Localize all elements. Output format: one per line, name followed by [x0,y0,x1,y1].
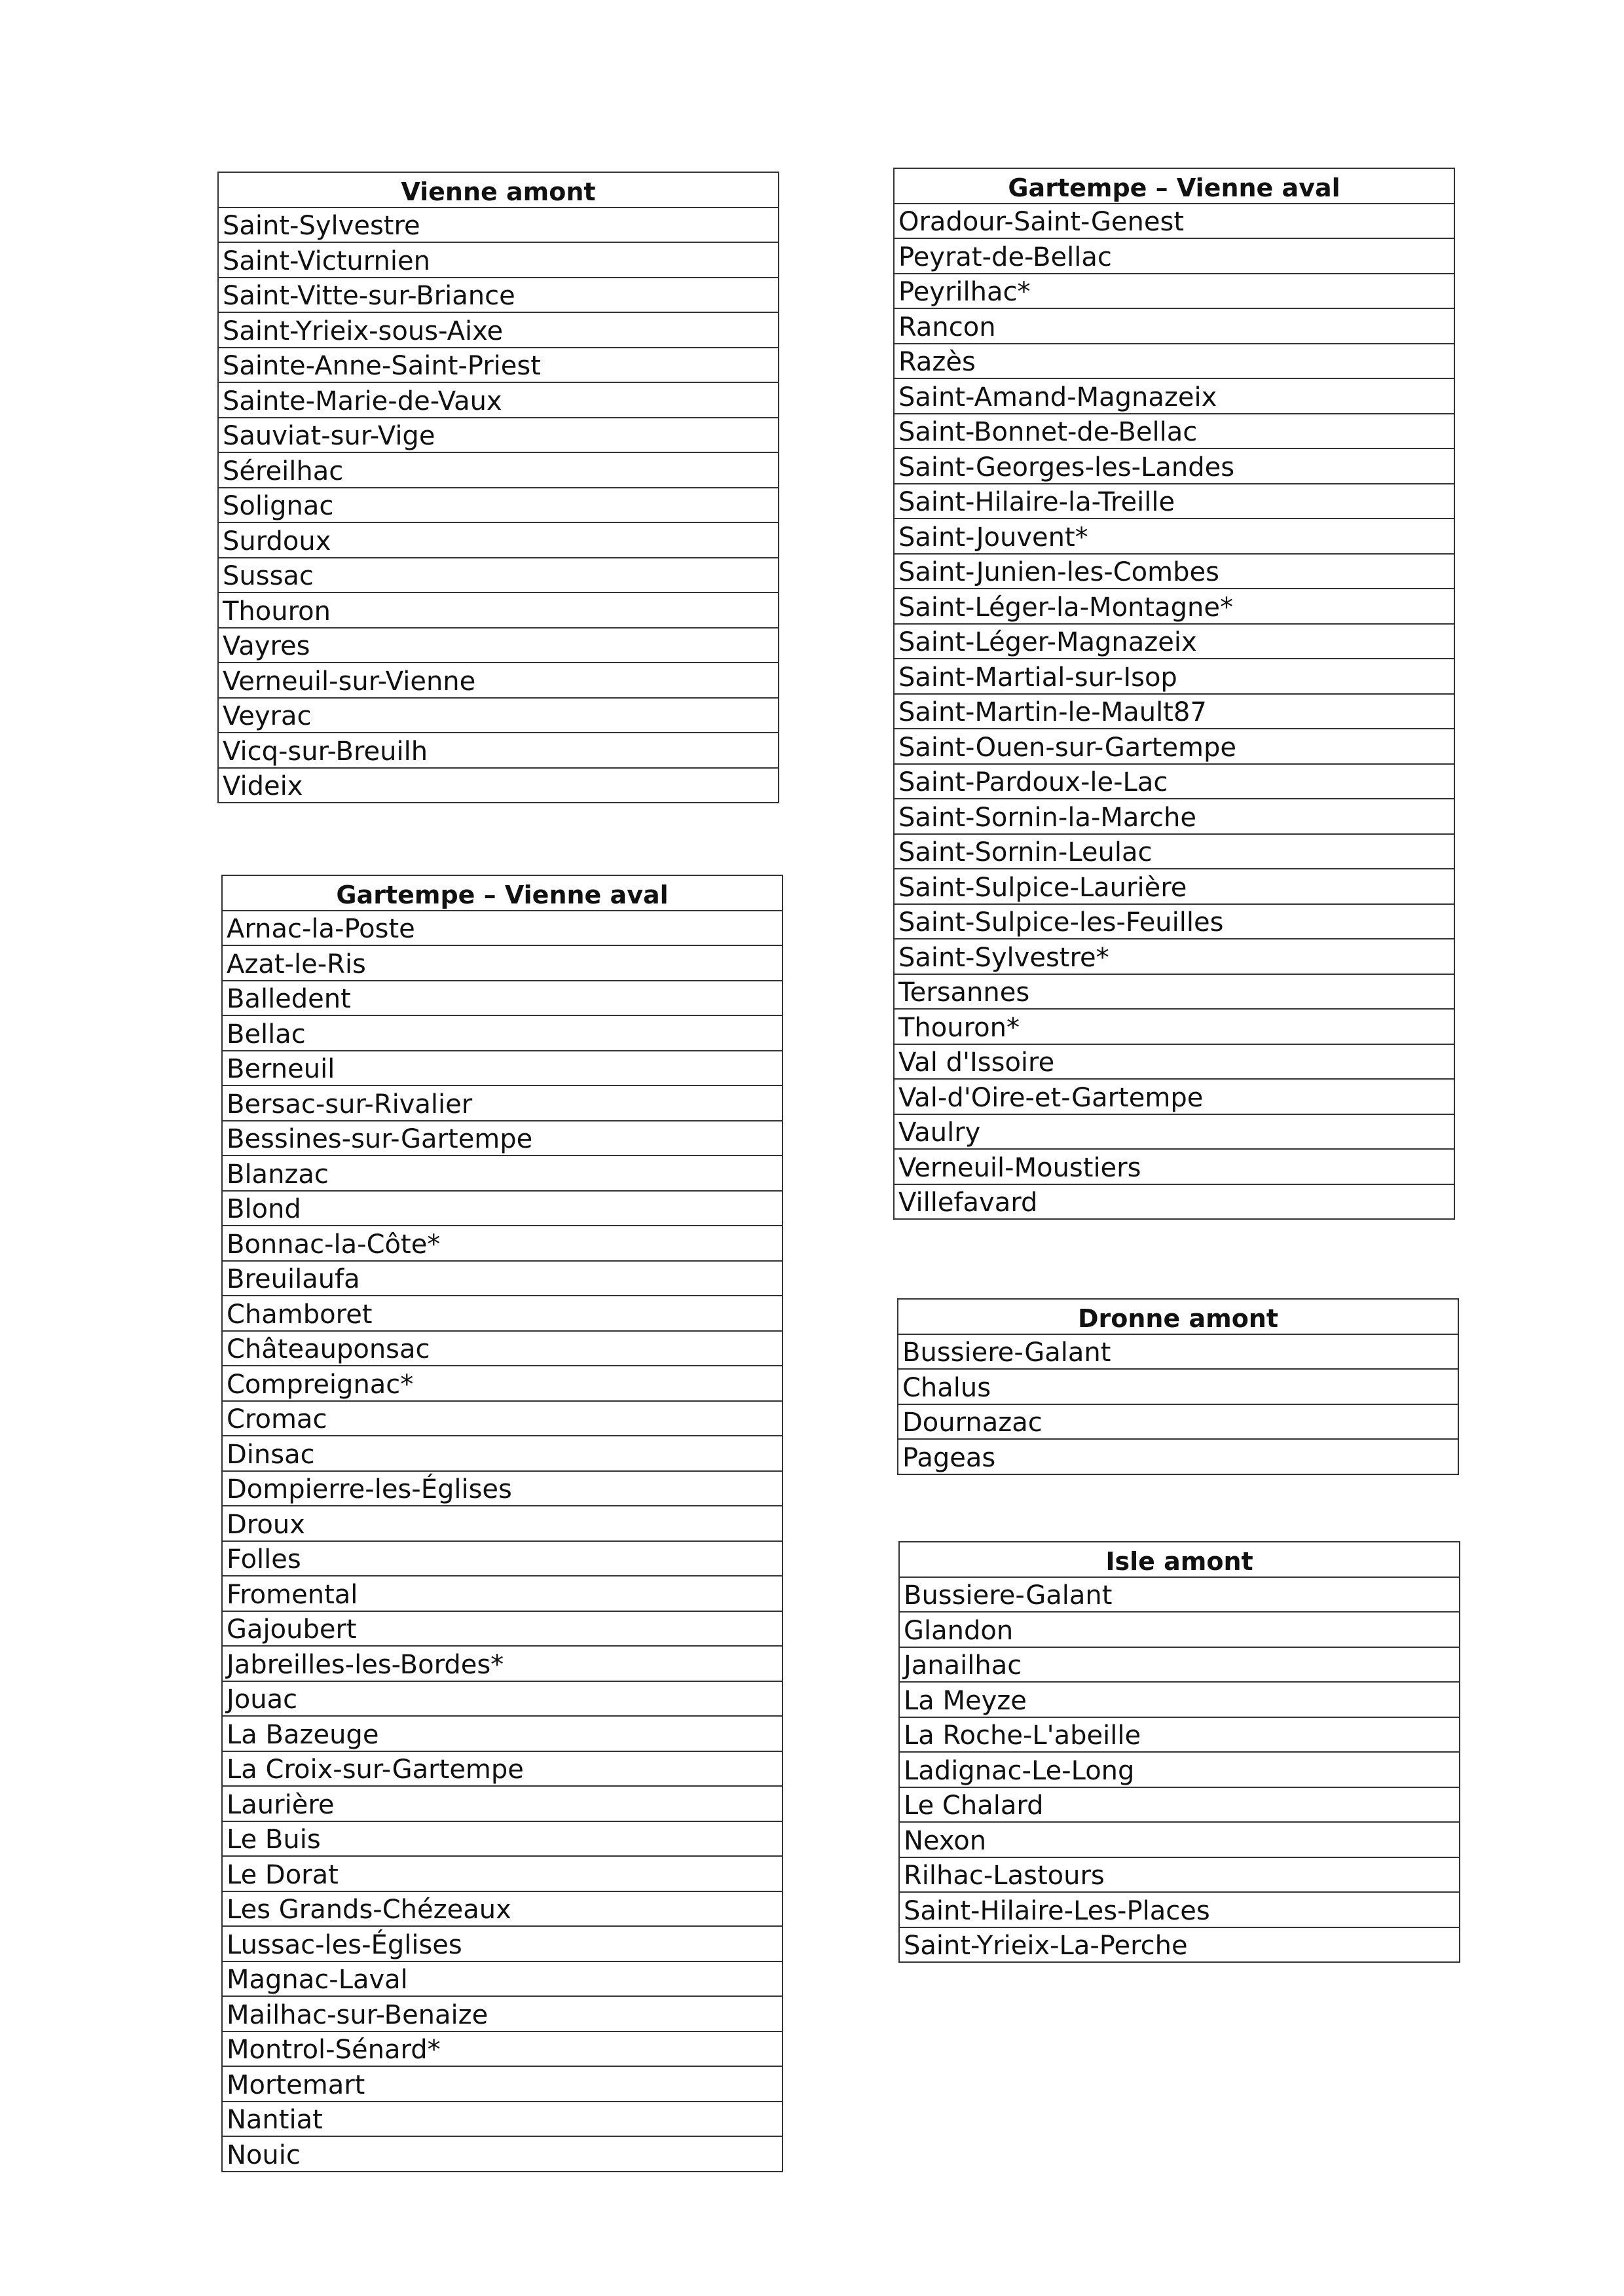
table-vienne-amont [217,172,779,803]
commune-name: Bessines-sur-Gartempe [222,1121,783,1156]
commune-name: Nantiat [222,2102,783,2137]
table-row [894,519,1454,554]
commune-name: Saint-Martin-le-Mault87 [894,694,1454,729]
commune-name: Saint-Vitte-sur-Briance [218,278,779,313]
commune-name: Val d'Issoire [894,1044,1454,1080]
table-row [218,208,779,243]
table-row [222,1786,783,1821]
table-row [218,452,779,488]
commune-name: Verneuil-sur-Vienne [218,663,779,698]
commune-name: Compreignac* [222,1366,783,1401]
table-row [222,1961,783,1997]
commune-name: Arnac-la-Poste [222,911,783,946]
table-row [218,278,779,313]
commune-name: Razès [894,344,1454,379]
commune-name: Mortemart [222,2066,783,2102]
commune-name: Bersac-sur-Rivalier [222,1085,783,1121]
table-row [222,1436,783,1471]
table-row [222,945,783,981]
commune-name: Veyrac [218,698,779,733]
table-row [218,348,779,383]
table-row [898,1439,1458,1474]
commune-name: Magnac-Laval [222,1961,783,1997]
table-row [894,1149,1454,1184]
commune-name: Saint-Léger-la-Montagne* [894,589,1454,624]
commune-name: Dinsac [222,1436,783,1471]
table-row [898,1404,1458,1440]
table-row [222,1085,783,1121]
commune-name: Cromac [222,1401,783,1436]
commune-name: Saint-Hilaire-la-Treille [894,484,1454,519]
table-row [222,1821,783,1857]
table-row [218,382,779,418]
table-row [218,418,779,453]
table-row [222,1121,783,1156]
table-row [899,1857,1460,1893]
table-row [899,1612,1460,1647]
commune-name: Pageas [898,1439,1458,1474]
commune-name: Rancon [894,308,1454,344]
commune-name: Bussiere-Galant [898,1334,1458,1370]
commune-name: Tersannes [894,974,1454,1010]
commune-name: Vicq-sur-Breuilh [218,733,779,768]
table-row [222,1646,783,1681]
commune-name: Peyrilhac* [894,274,1454,309]
table-row [899,1682,1460,1717]
table-row [222,1996,783,2032]
table-row [894,659,1454,694]
table-row [894,308,1454,344]
table-row [222,1576,783,1611]
table-header-row [899,1542,1460,1577]
commune-name: Saint-Yrieix-sous-Aixe [218,312,779,348]
table-header-row [894,168,1454,204]
commune-name: Saint-Sulpice-les-Feuilles [894,904,1454,939]
commune-name: Saint-Pardoux-le-Lac [894,764,1454,799]
table-row [222,1261,783,1296]
table-row [218,312,779,348]
table-header-row [898,1299,1458,1334]
commune-name: Jouac [222,1681,783,1717]
table-row [222,2136,783,2172]
commune-name: Montrol-Sénard* [222,2032,783,2067]
table-row [899,1927,1460,1963]
commune-name: Verneuil-Moustiers [894,1149,1454,1184]
commune-name: Dompierre-les-Églises [222,1471,783,1506]
table-row [894,694,1454,729]
commune-name: Dournazac [898,1404,1458,1440]
commune-name: Sainte-Anne-Saint-Priest [218,348,779,383]
table-row [222,1331,783,1366]
commune-name: Le Buis [222,1821,783,1857]
commune-name: Saint-Jouvent* [894,519,1454,554]
table-row [218,242,779,278]
table-row [222,1226,783,1261]
commune-name: Azat-le-Ris [222,945,783,981]
table-row [894,834,1454,869]
commune-name: Ladignac-Le-Long [899,1752,1460,1787]
commune-name: Saint-Léger-Magnazeix [894,624,1454,659]
commune-name: Breuilaufa [222,1261,783,1296]
commune-name: La Meyze [899,1682,1460,1717]
commune-name: Droux [222,1506,783,1541]
table-row [894,729,1454,764]
table-title: Gartempe – Vienne aval [222,875,783,911]
table-title: Isle amont [899,1542,1460,1577]
table-header-row [222,875,783,911]
commune-name: Balledent [222,981,783,1016]
commune-name: Saint-Sylvestre* [894,939,1454,974]
commune-name: Jabreilles-les-Bordes* [222,1646,783,1681]
commune-name: Videix [218,768,779,803]
commune-name: Saint-Ouen-sur-Gartempe [894,729,1454,764]
table-row [899,1717,1460,1753]
table-row [222,1471,783,1506]
table-row [218,558,779,593]
table-row [894,1009,1454,1044]
table-row [218,592,779,628]
commune-name: Bellac [222,1015,783,1051]
commune-name: Peyrat-de-Bellac [894,238,1454,274]
table-row [222,2102,783,2137]
table-row [222,1015,783,1051]
table-row [222,1681,783,1717]
table-row [218,768,779,803]
commune-name: Châteauponsac [222,1331,783,1366]
table-header-row [218,172,779,208]
table-row [899,1892,1460,1927]
commune-name: La Bazeuge [222,1716,783,1751]
table-row [218,488,779,523]
commune-name: Sainte-Marie-de-Vaux [218,382,779,418]
table-row [222,1401,783,1436]
table-row [899,1577,1460,1613]
commune-name: Saint-Yrieix-La-Perche [899,1927,1460,1963]
commune-name: Janailhac [899,1647,1460,1683]
commune-name: Glandon [899,1612,1460,1647]
table-row [222,1751,783,1787]
commune-name: Nexon [899,1822,1460,1857]
table-row [894,869,1454,904]
commune-name: Saint-Junien-les-Combes [894,554,1454,589]
commune-name: Saint-Sylvestre [218,208,779,243]
commune-name: Oradour-Saint-Genest [894,204,1454,239]
commune-name: Lussac-les-Églises [222,1926,783,1961]
table-row [894,554,1454,589]
table-row [222,2066,783,2102]
table-row [218,663,779,698]
table-title: Dronne amont [898,1299,1458,1334]
table-row [894,589,1454,624]
commune-name: Saint-Sornin-Leulac [894,834,1454,869]
table-row [894,799,1454,834]
table-row [894,344,1454,379]
table-title: Gartempe – Vienne aval [894,168,1454,204]
commune-name: Saint-Sornin-la-Marche [894,799,1454,834]
commune-name: Blanzac [222,1156,783,1191]
commune-name: Le Dorat [222,1856,783,1891]
commune-name: Saint-Victurnien [218,242,779,278]
table-row [222,1506,783,1541]
commune-name: Sussac [218,558,779,593]
table-title: Vienne amont [218,172,779,208]
commune-name: Sauviat-sur-Vige [218,418,779,453]
commune-name: Chamboret [222,1296,783,1331]
table-row [894,904,1454,939]
commune-name: Val-d'Oire-et-Gartempe [894,1079,1454,1114]
table-row [894,939,1454,974]
table-row [222,1541,783,1576]
commune-name: Saint-Sulpice-Laurière [894,869,1454,904]
table-row [894,274,1454,309]
commune-name: Folles [222,1541,783,1576]
table-row [218,733,779,768]
commune-name: Saint-Amand-Magnazeix [894,378,1454,414]
commune-name: Thouron [218,592,779,628]
commune-name: Chalus [898,1369,1458,1404]
commune-name: Vaulry [894,1114,1454,1150]
table-row [894,414,1454,449]
table-row [222,2032,783,2067]
table-row [894,204,1454,239]
table-row [899,1647,1460,1683]
table-row [218,698,779,733]
commune-name: Saint-Martial-sur-Isop [894,659,1454,694]
table-row [898,1369,1458,1404]
commune-name: Saint-Bonnet-de-Bellac [894,414,1454,449]
commune-name: Nouic [222,2136,783,2172]
table-row [222,1891,783,1927]
commune-name: Saint-Georges-les-Landes [894,448,1454,484]
commune-name: Saint-Hilaire-Les-Places [899,1892,1460,1927]
table-row [894,1184,1454,1220]
commune-name: Gajoubert [222,1611,783,1647]
commune-name: Villefavard [894,1184,1454,1220]
table-row [222,1611,783,1647]
table-row [894,1044,1454,1080]
table-row [899,1752,1460,1787]
commune-name: Laurière [222,1786,783,1821]
commune-name: Rilhac-Lastours [899,1857,1460,1893]
table-row [894,1079,1454,1114]
table-row [222,911,783,946]
commune-name: Solignac [218,488,779,523]
table-row [898,1334,1458,1370]
table-row [222,1366,783,1401]
table-row [894,1114,1454,1150]
commune-name: La Croix-sur-Gartempe [222,1751,783,1787]
table-row [222,1296,783,1331]
table-gartempe-vienne-aval-1 [221,875,783,2172]
commune-name: Bonnac-la-Côte* [222,1226,783,1261]
commune-name: Surdoux [218,522,779,558]
table-row [222,1051,783,1086]
table-row [222,981,783,1016]
table-row [222,1716,783,1751]
table-row [894,448,1454,484]
commune-name: Berneuil [222,1051,783,1086]
commune-name: Mailhac-sur-Benaize [222,1996,783,2032]
table-gartempe-vienne-aval-2 [893,168,1455,1220]
table-row [894,484,1454,519]
table-row [899,1787,1460,1823]
table-dronne-amont [897,1298,1459,1475]
table-row [894,764,1454,799]
table-row [894,378,1454,414]
commune-name: Les Grands-Chézeaux [222,1891,783,1927]
commune-name: Blond [222,1191,783,1226]
commune-name: Thouron* [894,1009,1454,1044]
table-row [218,522,779,558]
table-row [218,628,779,663]
table-row [222,1191,783,1226]
table-row [894,624,1454,659]
commune-name: Séreilhac [218,452,779,488]
commune-name: La Roche-L'abeille [899,1717,1460,1753]
commune-name: Le Chalard [899,1787,1460,1823]
table-row [894,238,1454,274]
commune-name: Vayres [218,628,779,663]
table-row [222,1156,783,1191]
table-row [899,1822,1460,1857]
table-row [894,974,1454,1010]
commune-name: Fromental [222,1576,783,1611]
table-row [222,1856,783,1891]
table-row [222,1926,783,1961]
table-isle-amont [898,1541,1460,1963]
commune-name: Bussiere-Galant [899,1577,1460,1613]
